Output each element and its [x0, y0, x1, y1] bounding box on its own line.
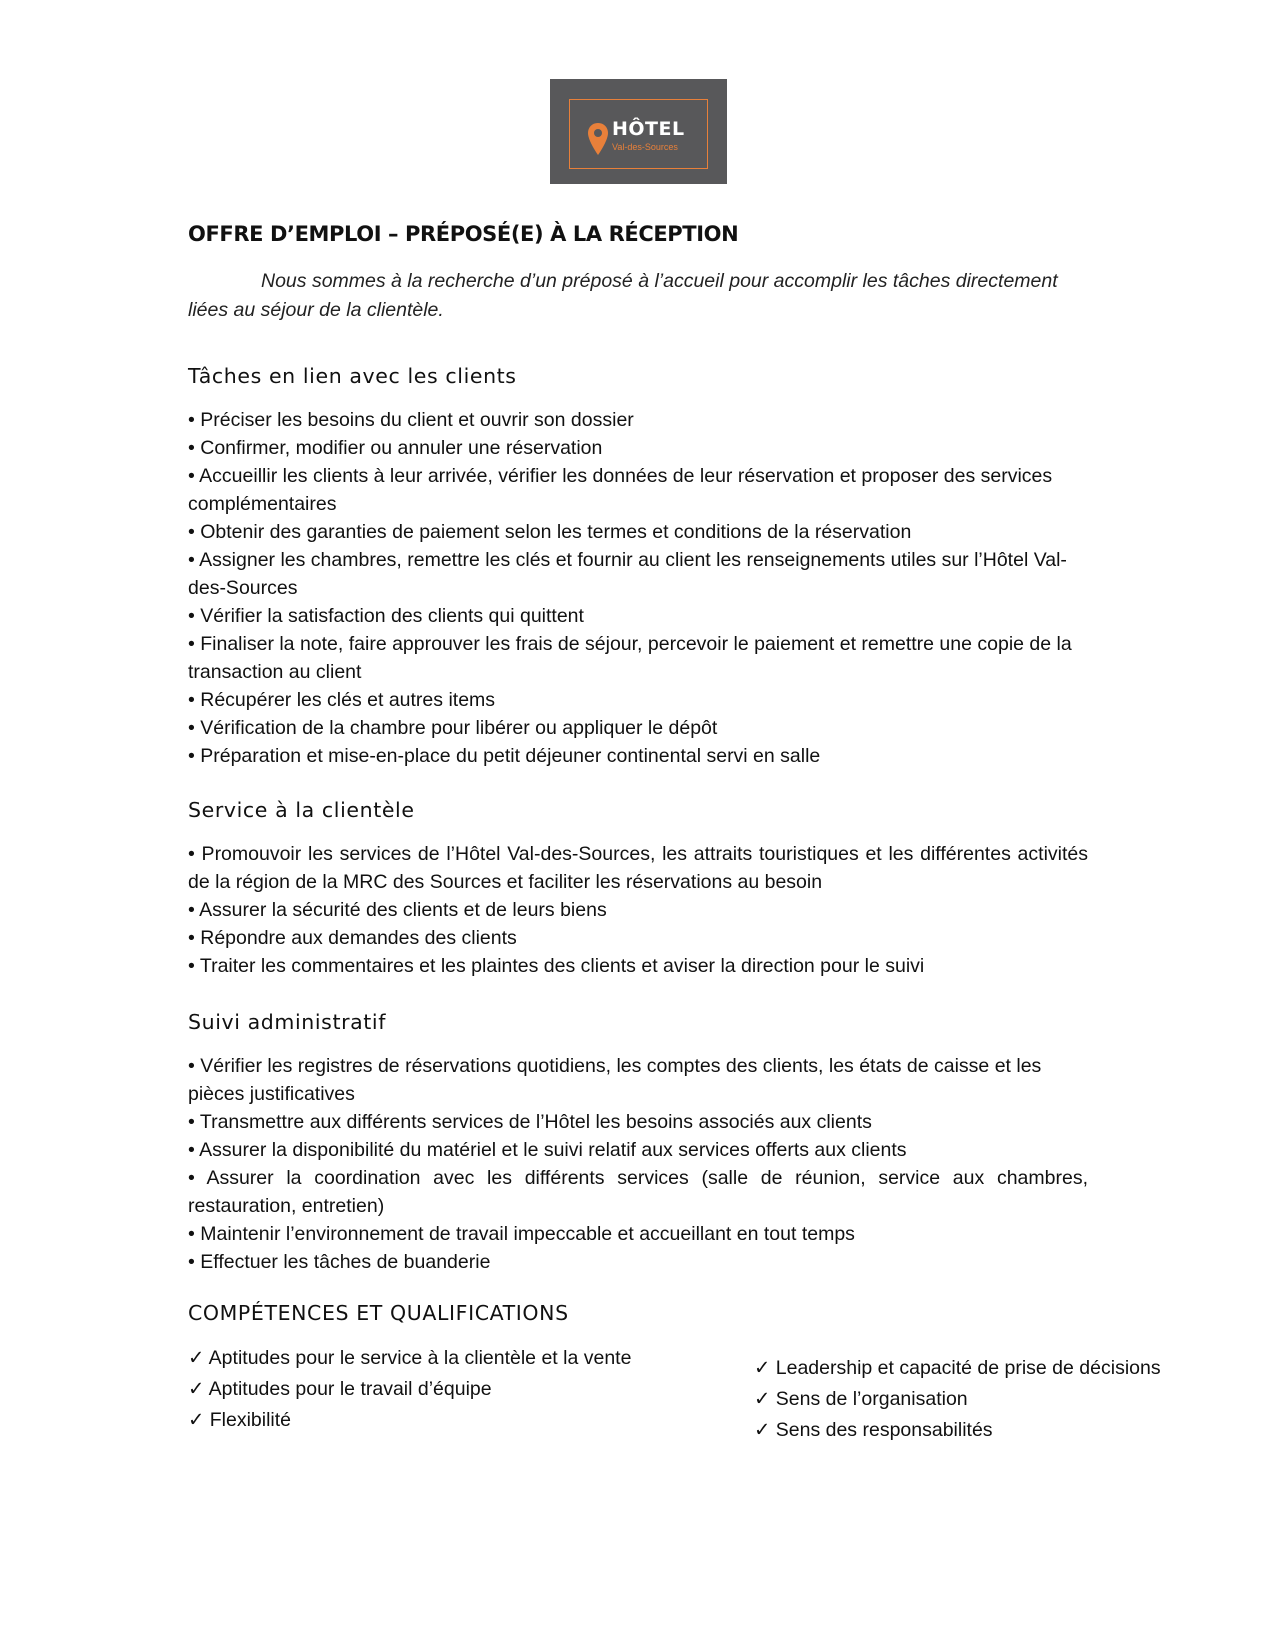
- section-heading: Tâches en lien avec les clients: [188, 364, 517, 388]
- list-item: • Préparation et mise-en-place du petit déjeuner continental servi en salle: [188, 745, 821, 767]
- qualification-item: ✓ Flexibilité: [188, 1409, 292, 1431]
- qualifications-right: [754, 1353, 1161, 1446]
- list-item: • Assurer la disponibilité du matériel et le suivi relatif aux services offerts aux clients: [188, 1139, 907, 1161]
- list-item: • Promouvoir les services de l’Hôtel Val-des-Sources, les attraits touristiques et les différentes activités de la région de la MRC des Sources et faciliter les réservations au besoin: [188, 843, 1088, 893]
- qualifications-columns: [188, 1343, 1188, 1453]
- hotel-logo: [550, 79, 727, 184]
- page-title: OFFRE D’EMPLOI – PRÉPOSÉ(E) À LA RÉCEPTION: [188, 222, 739, 246]
- list-item: • Récupérer les clés et autres items: [188, 689, 496, 711]
- list-item: • Confirmer, modifier ou annuler une réservation: [188, 437, 603, 459]
- list-item: • Assurer la coordination avec les différents services (salle de réunion, service aux chambres, restauration, entretien): [188, 1167, 1088, 1217]
- qualification-item: ✓ Leadership et capacité de prise de décisions: [754, 1357, 1161, 1379]
- list-item: • Accueillir les clients à leur arrivée, vérifier les données de leur réservation et proposer des services complémentaires: [188, 465, 1053, 515]
- section-heading: Service à la clientèle: [188, 798, 415, 822]
- section-qualifications: [188, 1300, 1088, 1343]
- list-item: • Assurer la sécurité des clients et de leurs biens: [188, 899, 607, 921]
- intro-paragraph: Nous sommes à la recherche d’un préposé à l’accueil pour accomplir les tâches directement liées au séjour de la clientèle.: [188, 270, 1058, 321]
- logo-frame: [569, 99, 708, 169]
- list-item: • Vérifier la satisfaction des clients qui quittent: [188, 605, 584, 627]
- logo-word: HÔTEL: [612, 118, 685, 140]
- section-customer-service: [188, 797, 1088, 980]
- qualification-item: ✓ Aptitudes pour le service à la clientèle et la vente: [188, 1347, 632, 1369]
- qualification-item: ✓ Aptitudes pour le travail d’équipe: [188, 1378, 492, 1400]
- list-item: • Finaliser la note, faire approuver les frais de séjour, percevoir le paiement et remettre une copie de la transaction au client: [188, 633, 1072, 683]
- section-administration: [188, 1009, 1088, 1276]
- location-pin-icon: [587, 122, 609, 156]
- qualification-item: ✓ Sens des responsabilités: [754, 1419, 993, 1441]
- task-list: [188, 840, 1088, 980]
- list-item: • Traiter les commentaires et les plaintes des clients et aviser la direction pour le suivi: [188, 955, 925, 977]
- list-item: • Vérifier les registres de réservations quotidiens, les comptes des clients, les états de caisse et les pièces justificatives: [188, 1055, 1042, 1105]
- list-item: • Obtenir des garanties de paiement selon les termes et conditions de la réservation: [188, 521, 912, 543]
- task-list: [188, 1052, 1088, 1276]
- list-item: • Transmettre aux différents services de l’Hôtel les besoins associés aux clients: [188, 1111, 872, 1133]
- list-item: • Préciser les besoins du client et ouvrir son dossier: [188, 409, 634, 431]
- list-item: • Répondre aux demandes des clients: [188, 927, 517, 949]
- task-list: [188, 406, 1088, 770]
- section-heading: COMPÉTENCES ET QUALIFICATIONS: [188, 1301, 569, 1325]
- logo-subtitle: Val-des-Sources: [612, 142, 678, 152]
- list-item: • Assigner les chambres, remettre les clés et fournir au client les renseignements utiles sur l’Hôtel Val-des-Sources: [188, 549, 1067, 599]
- qualifications-left: [188, 1343, 631, 1436]
- section-client-tasks: [188, 363, 1088, 770]
- list-item: • Effectuer les tâches de buanderie: [188, 1251, 491, 1273]
- qualification-item: ✓ Sens de l’organisation: [754, 1388, 968, 1410]
- list-item: • Maintenir l’environnement de travail impeccable et accueillant en tout temps: [188, 1223, 855, 1245]
- list-item: • Vérification de la chambre pour libérer ou appliquer le dépôt: [188, 717, 718, 739]
- section-heading: Suivi administratif: [188, 1010, 387, 1034]
